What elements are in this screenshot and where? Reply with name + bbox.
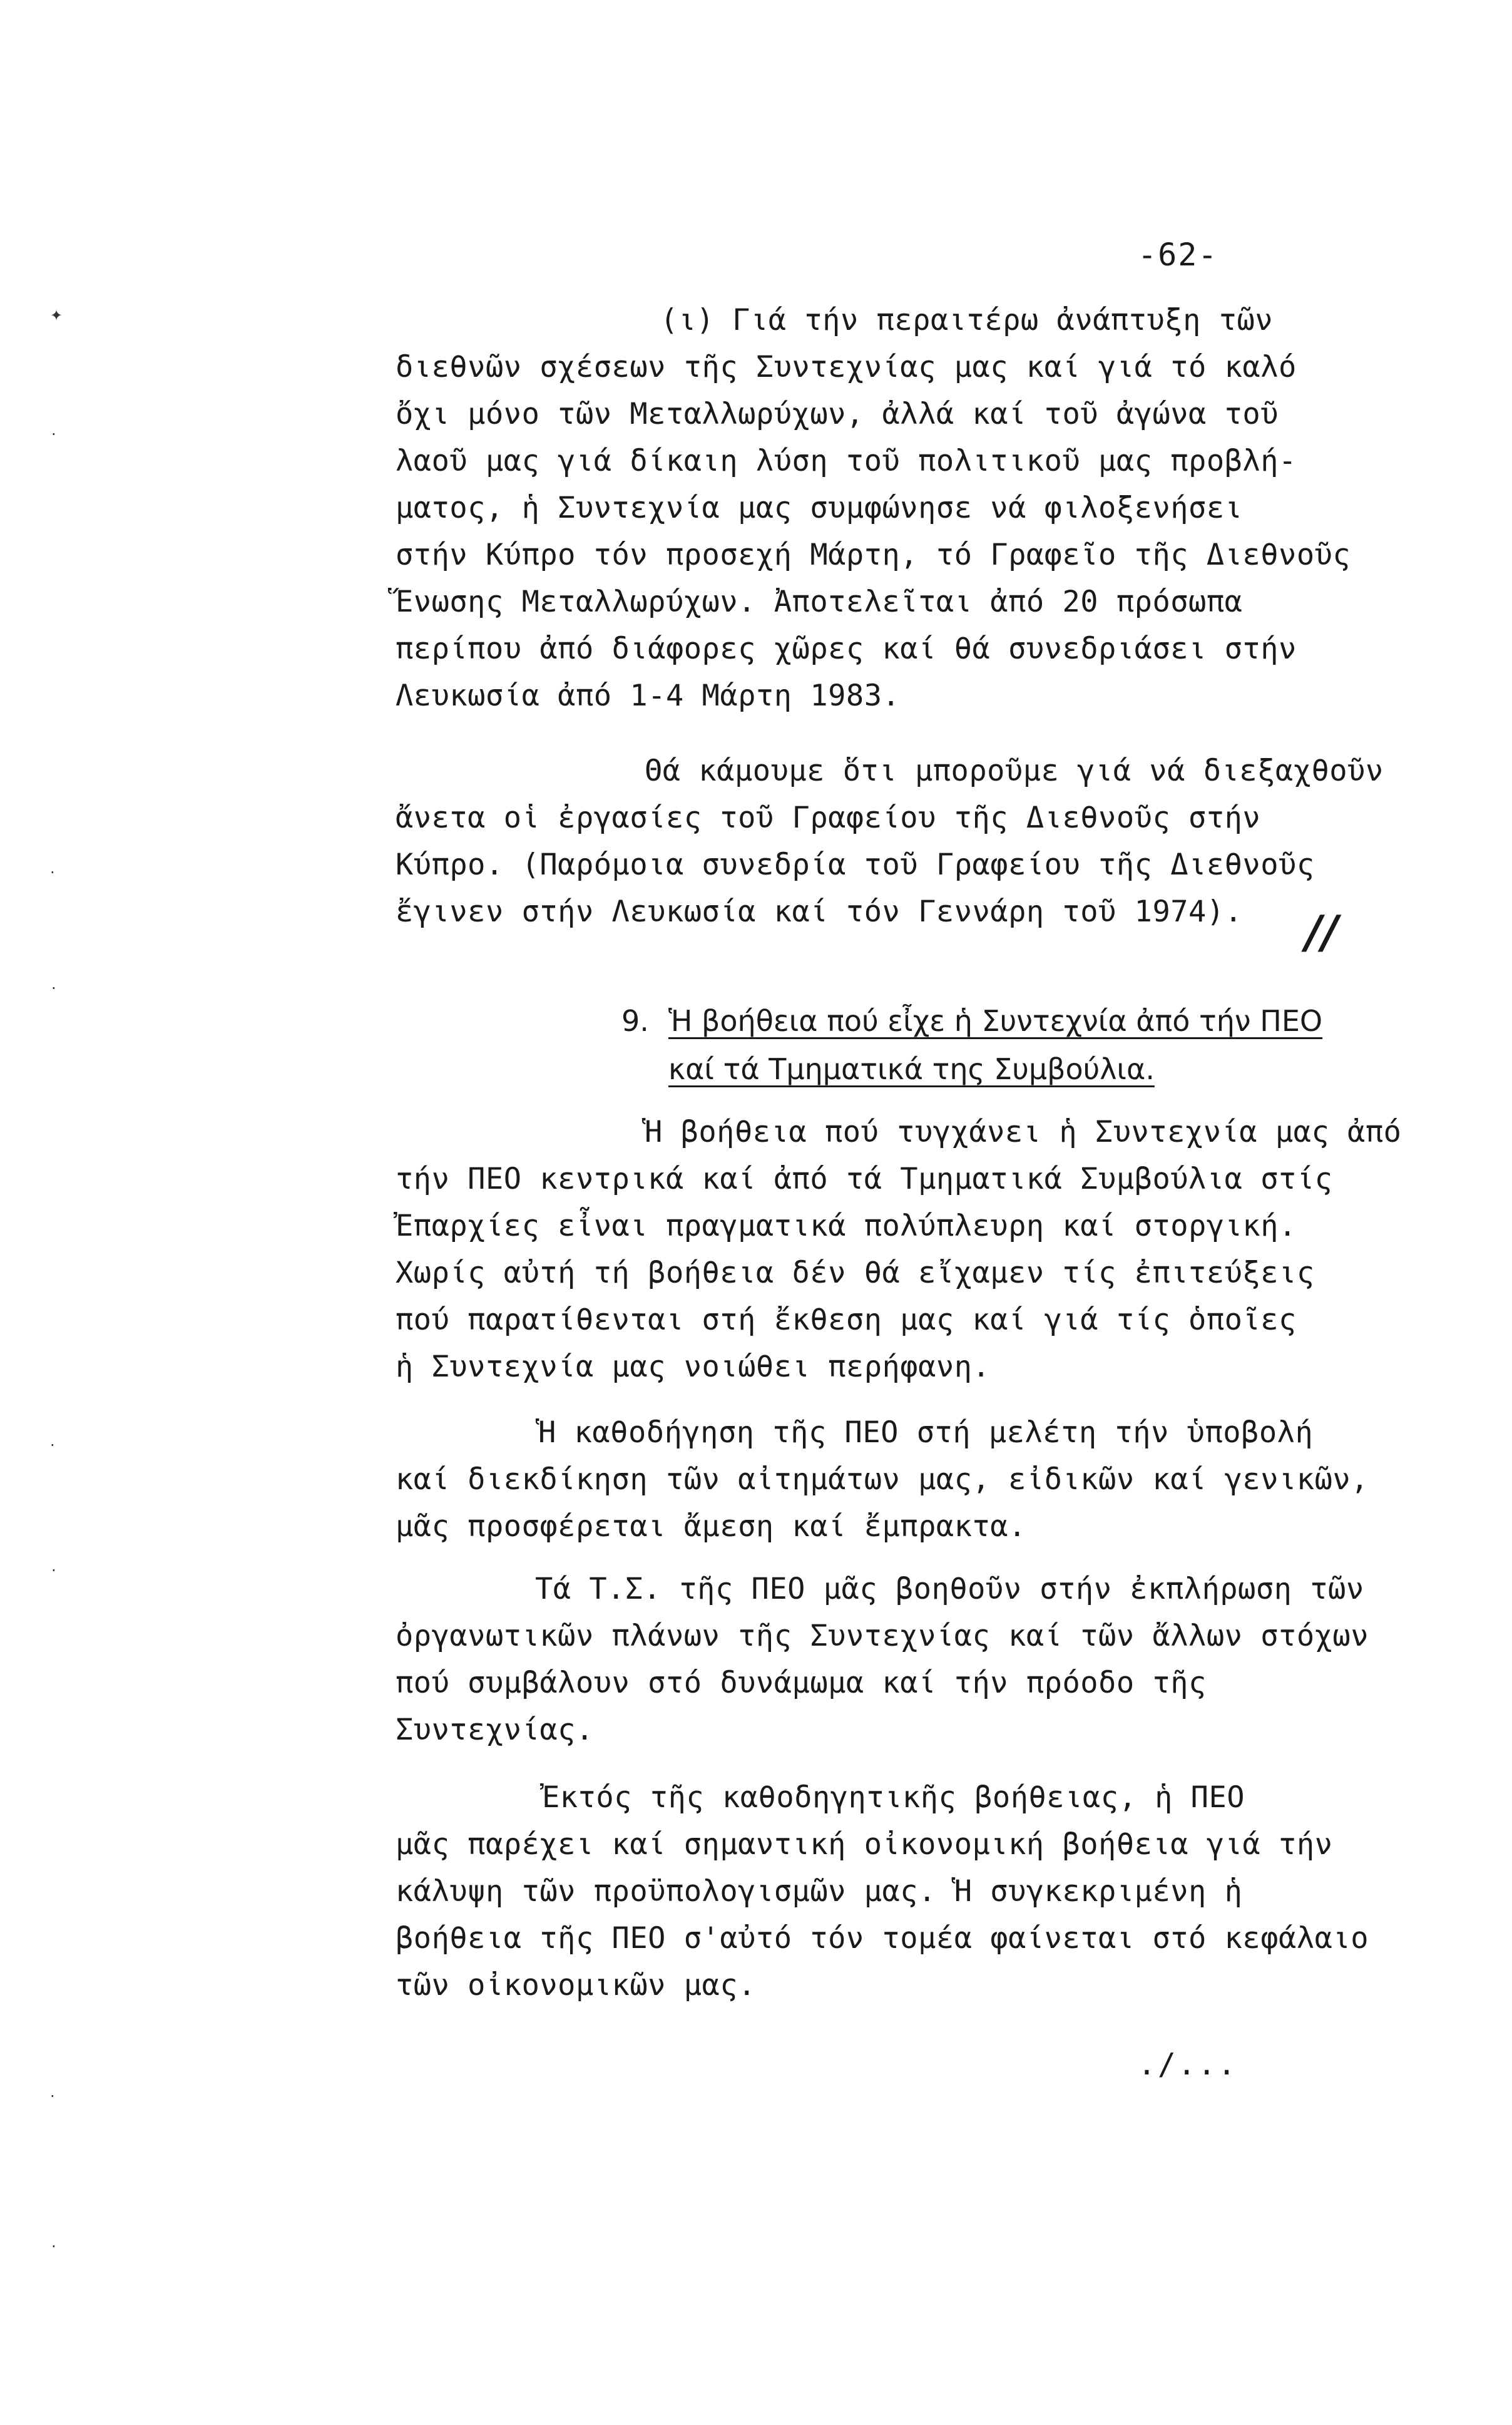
margin-speck: · xyxy=(51,2238,56,2255)
section-paragraph-1-line-2: τήν ΠΕΟ κεντρικά καί ἀπό τά Τμηματικά Συμβούλια στίς xyxy=(396,1162,1333,1196)
paragraph-1-line-6: στήν Κύπρο τόν προσεχή Μάρτη, τό Γραφεῖο τῆς Διεθνοῦς xyxy=(396,538,1351,572)
margin-speck: · xyxy=(50,864,55,881)
paragraph-2-line-2: ἄνετα οἱ ἐργασίες τοῦ Γραφείου τῆς Διεθνοῦς στήν xyxy=(396,801,1261,835)
section-paragraph-1-line-4: Χωρίς αὐτή τή βοήθεια δέν θά εἴχαμεν τίς ἐπιτεύξεις xyxy=(396,1256,1315,1290)
margin-speck: · xyxy=(51,1562,56,1579)
section-number: 9. xyxy=(621,1004,649,1038)
margin-speck: ✦ xyxy=(50,307,63,324)
margin-speck: · xyxy=(50,1437,55,1454)
paragraph-2-line-4: ἔγινεν στήν Λευκωσία καί τόν Γεννάρη τοῦ 1974). xyxy=(396,895,1243,929)
section-paragraph-1-line-6: ἡ Συντεχνία μας νοιώθει περήφανη. xyxy=(396,1350,991,1384)
end-mark: // xyxy=(1305,905,1338,958)
section-paragraph-4-line-1: Ἐκτός τῆς καθοδηγητικῆς βοήθειας, ἡ ΠΕΟ xyxy=(542,1780,1245,1815)
section-paragraph-4-line-3: κάλυψη τῶν προϋπολογισμῶν μας. Ἡ συγκεκριμένη ἡ xyxy=(396,1874,1243,1909)
paragraph-1-line-7: Ἕνωσης Μεταλλωρύχων. Ἀποτελεῖται ἀπό 20 πρόσωπα xyxy=(396,585,1243,619)
paragraph-1-line-2: διεθνῶν σχέσεων τῆς Συντεχνίας μας καί γιά τό καλό xyxy=(396,350,1297,384)
continuation-mark: ./... xyxy=(1138,2047,1238,2082)
section-paragraph-1-line-5: πού παρατίθενται στή ἔκθεση μας καί γιά τίς ὁποῖες xyxy=(396,1303,1297,1337)
section-paragraph-4-line-2: μᾶς παρέχει καί σημαντική οἰκονομική βοήθεια γιά τήν xyxy=(396,1827,1333,1862)
section-paragraph-3-line-2: ὀργανωτικῶν πλάνων τῆς Συντεχνίας καί τῶν ἄλλων στόχων xyxy=(396,1619,1369,1653)
paragraph-1-line-3: ὄχι μόνο τῶν Μεταλλωρύχων, ἀλλά καί τοῦ ἀγώνα τοῦ xyxy=(396,397,1279,431)
section-paragraph-2-line-3: μᾶς προσφέρεται ἄμεση καί ἔμπρακτα. xyxy=(396,1509,1026,1544)
paragraph-2-line-1: Θά κάμουμε ὅτι μποροῦμε γιά νά διεξαχθοῦν xyxy=(645,754,1384,788)
section-paragraph-4-line-4: βοήθεια τῆς ΠΕΟ σ'αὐτό τόν τομέα φαίνεται στό κεφάλαιο xyxy=(396,1921,1369,1956)
page-number: -62- xyxy=(1138,237,1218,273)
section-paragraph-1-line-3: Ἐπαρχίες εἶναι πραγματικά πολύπλευρη καί στοργική. xyxy=(396,1209,1297,1243)
paragraph-2-line-3: Κύπρο. (Παρόμοια συνεδρία τοῦ Γραφείου τῆς Διεθνοῦς xyxy=(396,848,1315,882)
section-paragraph-3-line-4: Συντεχνίας. xyxy=(396,1713,594,1747)
section-paragraph-3-line-3: πού συμβάλουν στό δυνάμωμα καί τήν πρόοδο τῆς xyxy=(396,1666,1207,1700)
margin-speck: · xyxy=(51,980,56,997)
paragraph-1-line-9: Λευκωσία ἀπό 1-4 Μάρτη 1983. xyxy=(396,679,901,713)
paragraph-1-line-8: περίπου ἀπό διάφορες χῶρες καί θά συνεδριάσει στήν xyxy=(396,632,1297,666)
paragraph-1-line-1: (ι) Γιά τήν περαιτέρω ἀνάπτυξη τῶν xyxy=(660,303,1274,337)
paragraph-1-line-4: λαοῦ μας γιά δίκαιη λύση τοῦ πολιτικοῦ μας προβλή- xyxy=(396,444,1297,478)
section-title-line-2: καί τά Τμηματικά της Συμβούλια. xyxy=(668,1052,1155,1086)
section-paragraph-4-line-5: τῶν οἰκονομικῶν μας. xyxy=(396,1968,756,2002)
section-paragraph-3-line-1: Τά Τ.Σ. τῆς ΠΕΟ μᾶς βοηθοῦν στήν ἐκπλήρωση τῶν xyxy=(535,1572,1364,1606)
margin-speck: · xyxy=(50,2088,55,2105)
margin-speck: · xyxy=(51,426,56,443)
section-title-line-1: Ἡ βοήθεια πού εἶχε ἡ Συντεχνία ἀπό τήν ΠΕΟ xyxy=(668,1004,1323,1038)
section-paragraph-2-line-1: Ἡ καθοδήγηση τῆς ΠΕΟ στή μελέτη τήν ὑποβολή xyxy=(538,1415,1314,1450)
section-paragraph-2-line-2: καί διεκδίκηση τῶν αἰτημάτων μας, εἰδικῶν καί γενικῶν, xyxy=(396,1462,1369,1497)
paragraph-1-line-5: ματος, ἡ Συντεχνία μας συμφώνησε νά φιλοξενήσει xyxy=(396,491,1243,525)
section-paragraph-1-line-1: Ἡ βοήθεια πού τυγχάνει ἡ Συντεχνία μας ἀπό xyxy=(645,1115,1402,1149)
